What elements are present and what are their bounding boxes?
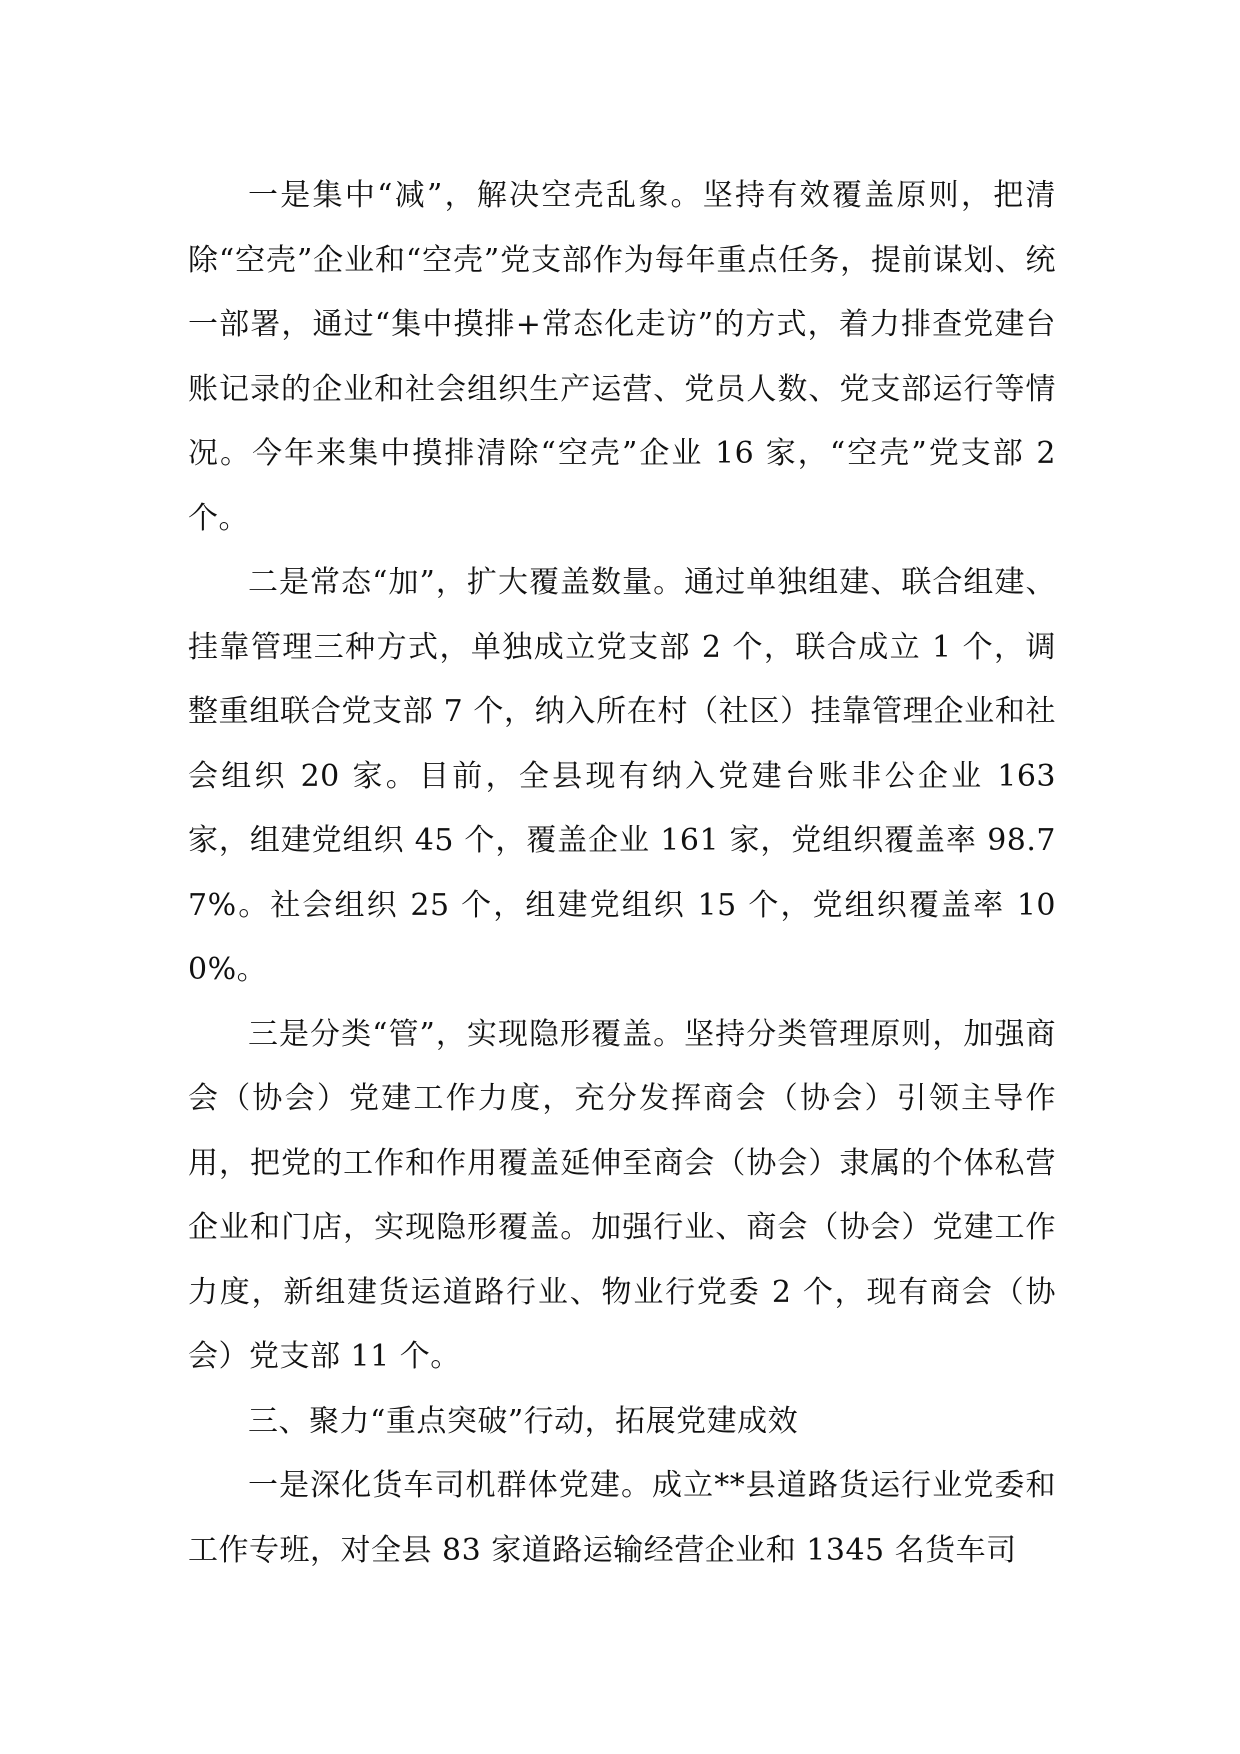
paragraph-classified-management: 三是分类“管”，实现隐形覆盖。坚持分类管理原则，加强商会（协会）党建工作力度，充分发挥商会（协会）引领主导作用，把党的工作和作用覆盖延伸至商会（协会）隶属的个体私营企业和门店，实现隐形覆盖。加强行业、商会（协会）党建工作力度，新组建货运道路行业、物业行党委 2 个，现有商会（协会）党支部 11 个。 <box>188 1016 1056 1374</box>
document-body <box>188 164 1056 1583</box>
paragraph-reduce-empty-shell: 一是集中“减”，解决空壳乱象。坚持有效覆盖原则，把清除“空壳”企业和“空壳”党支部作为每年重点任务，提前谋划、统一部署，通过“集中摸排+常态化走访”的方式，着力排查党建台账记录的企业和社会组织生产运营、党员人数、党支部运行等情况。今年来集中摸排清除“空壳”企业 16 家，“空壳”党支部 2 个。 <box>188 178 1056 536</box>
section-heading-key-breakthrough: 三、聚力“重点突破”行动，拓展党建成效 <box>248 1403 799 1439</box>
paragraph-expand-coverage: 二是常态“加”，扩大覆盖数量。通过单独组建、联合组建、挂靠管理三种方式，单独成立党支部 2 个，联合成立 1 个，调整重组联合党支部 7 个，纳入所在村（社区）挂靠管理企业和社会组织 20 家。目前，全县现有纳入党建台账非公企业 163 家，组建党组织 45 个，覆盖企业 161 家，党组织覆盖率 98.77%。社会组织 25 个，组建党组织 15 个，党组织覆盖率 100%。 <box>188 565 1056 987</box>
paragraph-truck-driver-party-building: 一是深化货车司机群体党建。成立**县道路货运行业党委和工作专班，对全县 83 家道路运输经营企业和 1345 名货车司 <box>188 1468 1056 1568</box>
